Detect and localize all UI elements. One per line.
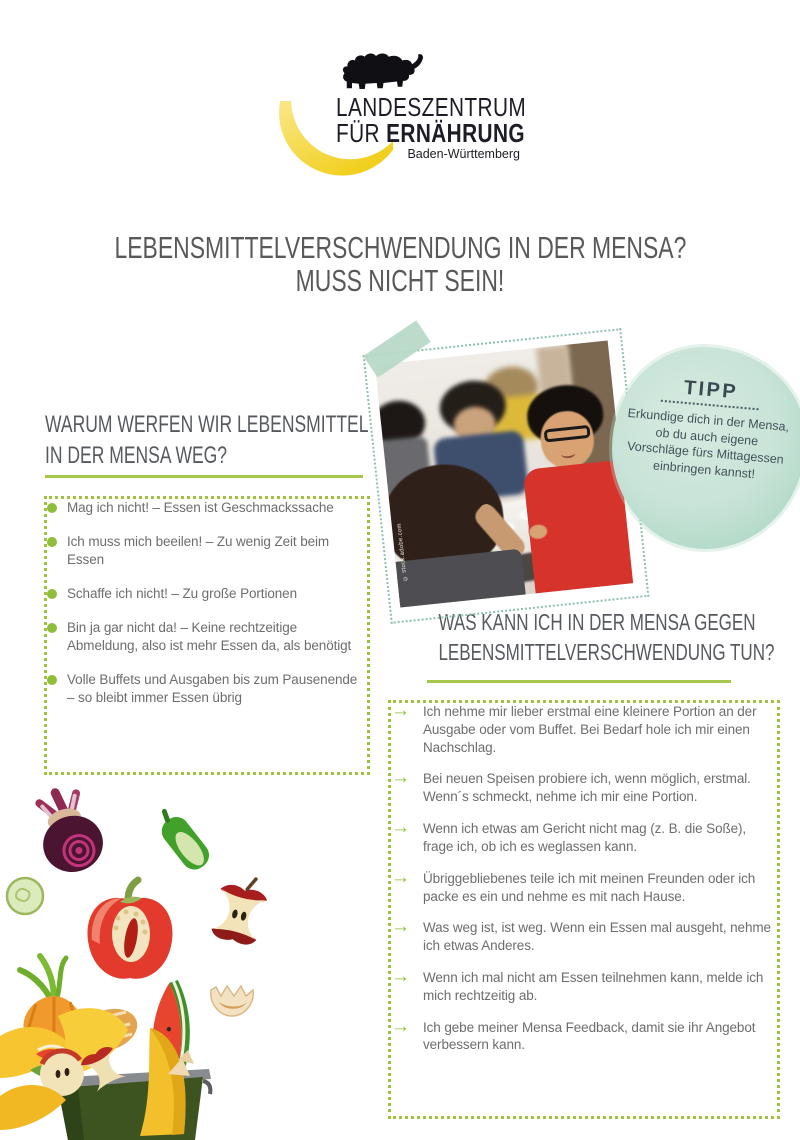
right-heading-underline: [427, 680, 731, 683]
logo-line2: FÜR ERNÄHRUNG: [336, 118, 525, 148]
reason-text: Bin ja gar nicht da! – Keine rechtzeitige Abmeldung, also ist mehr Essen da, als benötigt: [67, 619, 352, 654]
action-item: [391, 1015, 777, 1055]
left-section-heading: WARUM WERFEN WIR LEBENSMITTEL IN DER MENSA WEG?: [45, 411, 369, 469]
reasons-list: [44, 496, 370, 775]
logo-region-label: Baden-Württemberg: [407, 147, 520, 161]
arrow-icon: →: [391, 1015, 410, 1037]
reason-item: [47, 619, 367, 656]
reason-text: Schaffe ich nicht! – Zu große Portionen: [67, 585, 297, 601]
left-heading-underline: [45, 475, 363, 478]
action-item: [391, 700, 777, 756]
action-text: Wenn ich etwas am Gericht nicht mag (z. B. die Soße), frage ich, ob ich es weglassen kann.: [423, 821, 747, 854]
arrow-icon: →: [391, 767, 410, 789]
action-item: [391, 866, 777, 906]
photo-credit: © stock.adobe.com: [396, 522, 409, 582]
action-text: Übriggebliebenes teile ich mit meinen Freunden oder ich packe es ein und nehme es mit nach Hause.: [423, 870, 756, 904]
logo-line1: LANDESZENTRUM: [336, 92, 527, 122]
bw-lion-icon: [334, 50, 424, 98]
action-item: [391, 767, 777, 806]
reason-text: Ich muss mich beeilen! – Zu wenig Zeit beim Essen: [67, 533, 330, 568]
reason-text: Mag ich nicht! – Essen ist Geschmackssache: [67, 500, 334, 515]
arrow-icon: →: [391, 817, 410, 839]
reason-item: [47, 585, 367, 604]
page-title-line2: MUSS NICHT SEIN!: [295, 263, 505, 298]
actions-list: [388, 700, 780, 1119]
arrow-icon: →: [391, 916, 410, 938]
reason-item: [47, 499, 367, 518]
bullet-dot-icon: [47, 675, 57, 685]
cafeteria-photo: [375, 340, 633, 607]
food-waste-illustration: [0, 778, 312, 1140]
arrow-icon: →: [391, 965, 410, 987]
tip-title: TIPP: [682, 376, 740, 404]
action-text: Bei neuen Speisen probiere ich, wenn möglich, erstmal. Wenn´s schmeckt, nehme ich mir eine Portion.: [423, 771, 751, 805]
reason-item: [47, 671, 367, 708]
action-item: [391, 817, 777, 856]
bullet-dot-icon: [47, 537, 57, 547]
tip-text: Erkundige dich in der Mensa, ob du auch eigene Vorschläge fürs Mittagessen einbringen kannst!: [626, 405, 790, 482]
action-text: Ich nehme mir lieber erstmal eine kleinere Portion an der Ausgabe oder vom Buffet. Bei Bedarf hole ich mir einen Nachschlag.: [423, 704, 757, 755]
right-section-heading: WAS KANN ICH IN DER MENSA GEGEN LEBENSMITTELVERSCHWENDUNG TUN?: [438, 609, 775, 665]
action-text: Was weg ist, ist weg. Wenn ein Essen mal ausgeht, nehme ich etwas Anderes.: [423, 920, 771, 954]
page-title: [0, 231, 800, 297]
arrow-icon: →: [391, 866, 410, 888]
action-item: [391, 965, 777, 1005]
reason-text: Volle Buffets und Ausgaben bis zum Pausenende – so bleibt immer Essen übrig: [67, 671, 358, 706]
bullet-dot-icon: [47, 503, 57, 513]
bullet-dot-icon: [47, 589, 57, 599]
page-title-line1: LEBENSMITTELVERSCHWENDUNG IN DER MENSA?: [114, 230, 686, 265]
action-text: Wenn ich mal nicht am Essen teilnehmen kann, melde ich mich rechtzeitig ab.: [423, 969, 764, 1003]
logo-wordmark: [336, 94, 574, 146]
arrow-icon: →: [391, 700, 410, 721]
bullet-dot-icon: [47, 623, 57, 633]
action-item: [391, 916, 777, 955]
tip-blob: [612, 347, 800, 549]
action-text: Ich gebe meiner Mensa Feedback, damit sie ihr Angebot verbessern kann.: [423, 1019, 756, 1053]
reason-item: [47, 533, 367, 570]
